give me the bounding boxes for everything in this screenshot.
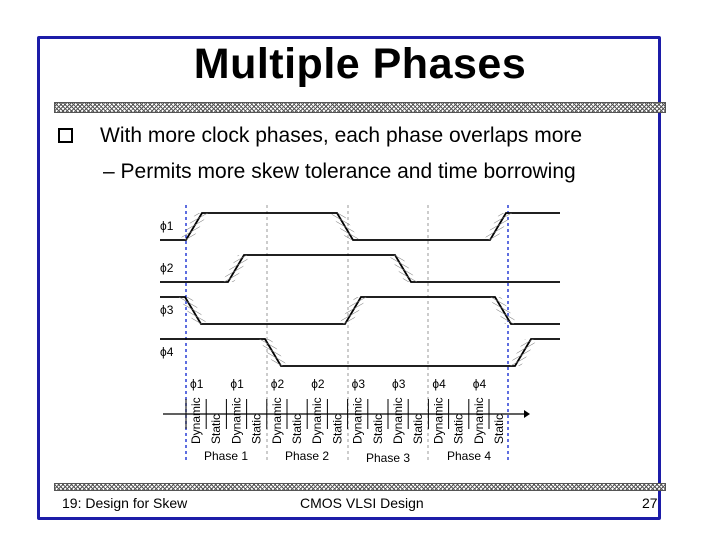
clock-edge-label: ϕ2 [311,377,325,391]
footer-divider [54,483,666,491]
skew-hatch-region [389,255,417,282]
skew-hatch-region [179,297,207,324]
phase-label-4: Phase 4 [447,449,492,463]
clock-edge-label: ϕ4 [432,377,446,391]
segment-label-dynamic: Dynamic [189,397,203,444]
segment-label-dynamic: Dynamic [431,397,446,444]
skew-hatch-region [222,255,250,282]
segment-label-static: Static [249,413,264,444]
segment-label-static: Static [209,413,224,444]
clock-edge-label: ϕ1 [190,377,204,391]
signal-label-phi1: ϕ1 [160,219,174,233]
segment-label-dynamic: Dynamic [310,397,325,444]
segment-label-static: Static [492,413,506,444]
skew-hatch-region [339,297,367,324]
segment-label-dynamic: Dynamic [391,397,405,444]
clock-edge-label: ϕ4 [472,377,487,391]
phase-label-1: Phase 1 [204,449,249,463]
segment-label-dynamic: Dynamic [350,397,365,444]
segment-label-static: Static [370,413,385,444]
footer-center: CMOS VLSI Design [300,495,424,511]
skew-hatch-region [509,339,537,366]
signal-label-phi4: ϕ4 [160,345,174,359]
footer-left: 19: Design for Skew [62,495,188,511]
timeline-arrow-icon [524,410,530,418]
segment-label-dynamic: Dynamic [229,397,244,444]
segment-label-static: Static [290,413,304,444]
clock-edge-label: ϕ3 [351,377,366,391]
phase-label-3: Phase 3 [366,451,411,465]
bullet-sub: – Permits more skew tolerance and time borrowing [103,160,576,183]
segment-label-dynamic: Dynamic [269,397,284,444]
phase-label-2: Phase 2 [285,449,330,463]
waveform-phi4 [160,339,560,366]
signal-label-phi2: ϕ2 [160,261,174,275]
waveform-phi2 [160,255,560,282]
skew-hatch-region [489,297,517,324]
segment-label-static: Static [411,413,426,444]
bullet-main: With more clock phases, each phase overlaps more [100,124,583,147]
skew-hatch-region [331,213,359,240]
clock-edge-label: ϕ2 [270,377,285,391]
clock-edge-label: ϕ3 [392,377,406,391]
segment-label-static: Static [451,413,466,444]
footer-page-number: 27 [642,495,658,511]
skew-hatch-region [259,339,287,366]
skew-hatch-region [180,213,208,240]
segment-label-dynamic: Dynamic [471,397,486,444]
clock-edge-label: ϕ1 [230,377,244,391]
signal-label-phi3: ϕ3 [160,303,174,317]
segment-label-static: Static [330,413,345,444]
slide-title: Multiple Phases [193,40,527,88]
